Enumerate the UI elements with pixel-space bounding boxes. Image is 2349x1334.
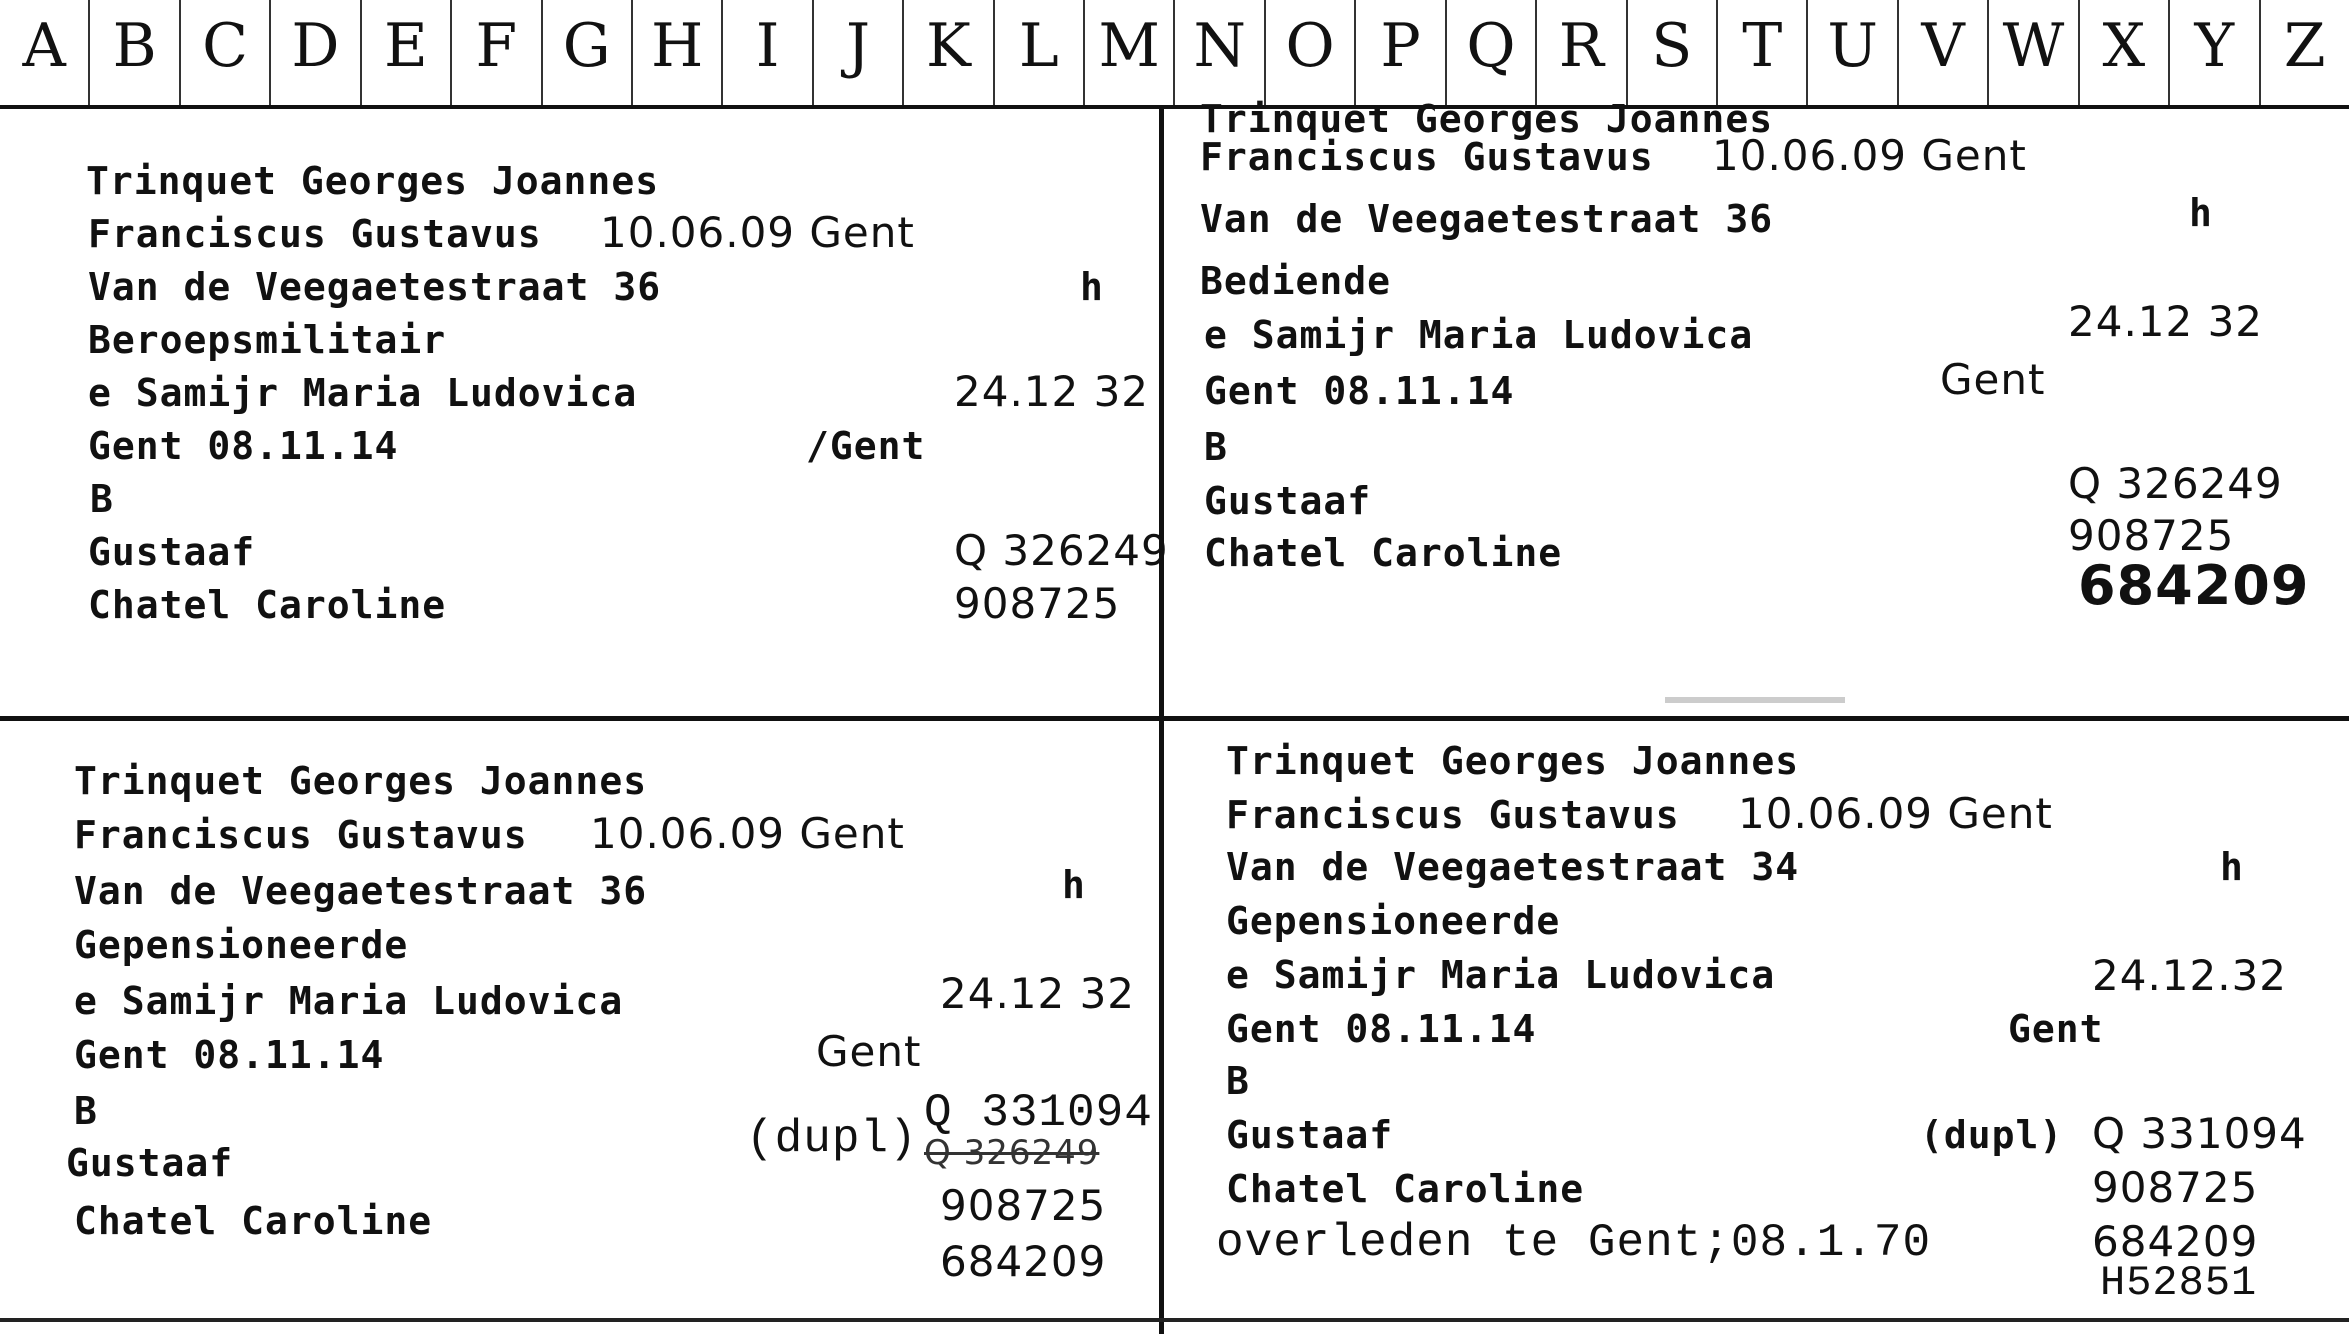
card-mother: Chatel Caroline [88, 583, 447, 627]
alphabet-letter: R [1537, 0, 1627, 105]
alphabet-letter: P [1356, 0, 1446, 105]
card-marriage-date: 24.12 32 [940, 969, 1136, 1018]
card-h-mark: h [2220, 845, 2244, 889]
card-h-mark: h [2189, 191, 2213, 235]
card-birth: 10.06.09 Gent [1738, 789, 2053, 838]
card-marriage-place: Gent [2008, 1007, 2104, 1051]
card-address: Van de Veegaetestraat 36 [1200, 197, 1774, 241]
card-address: Van de Veegaetestraat 36 [88, 265, 662, 309]
card-marriage-place: Gent [816, 1027, 922, 1076]
record-card-top-right [1164, 97, 2349, 716]
alphabet-index-strip [0, 0, 2349, 109]
card-address: Van de Veegaetestraat 34 [1226, 845, 1800, 889]
card-given-names: Franciscus Gustavus [1200, 135, 1654, 179]
card-marriage-date: 24.12 32 [954, 367, 1150, 416]
card-dupl-mark: (dupl) [746, 1113, 918, 1165]
card-code: B [1226, 1059, 1250, 1103]
card-code: B [74, 1089, 98, 1133]
alphabet-letter: E [362, 0, 452, 105]
card-code: B [1204, 425, 1228, 469]
card-birth: 10.06.09 Gent [600, 208, 915, 257]
record-card-bottom-left [0, 721, 1159, 1318]
card-given-names: Franciscus Gustavus [74, 813, 528, 857]
card-number-2: 908725 [940, 1181, 1107, 1230]
card-number-1: Q 326249 [954, 526, 1169, 575]
alphabet-letter: B [90, 0, 180, 105]
card-number-2: 908725 [2068, 511, 2235, 560]
card-code: B [90, 477, 114, 521]
card-father: Gustaaf [88, 530, 256, 574]
card-number-4: H52851 [2100, 1259, 2258, 1307]
alphabet-letter: X [2080, 0, 2170, 105]
card-number-3: 684209 [2092, 1217, 2259, 1266]
card-father: Gustaaf [1226, 1113, 1394, 1157]
alphabet-letter: D [271, 0, 361, 105]
card-mother: Chatel Caroline [74, 1199, 433, 1243]
card-occupation: Gepensioneerde [74, 923, 409, 967]
card-occupation: Bediende [1200, 259, 1392, 303]
alphabet-letter: I [723, 0, 813, 105]
card-number-1: Q 326249 [2068, 459, 2283, 508]
alphabet-letter: Z [2283, 11, 2326, 81]
card-given-names: Franciscus Gustavus [88, 212, 542, 256]
card-marriage-place: /Gent [806, 424, 926, 468]
card-spouse: e Samijr Maria Ludovica [1204, 313, 1754, 357]
card-h-mark: h [1080, 265, 1104, 309]
alphabet-letter: C [181, 0, 271, 105]
card-name: Trinquet Georges Joannes [1226, 739, 1800, 783]
card-marriage-date: 24.12.32 [2092, 951, 2288, 1000]
card-number-3: 684209 [940, 1237, 1107, 1286]
alphabet-letter: N [1175, 0, 1265, 105]
card-spouse: e Samijr Maria Ludovica [74, 979, 624, 1023]
card-birth: 10.06.09 Gent [590, 809, 905, 858]
card-birth: 10.06.09 Gent [1712, 131, 2027, 180]
card-spouse-birth: Gent 08.11.14 [88, 424, 399, 468]
card-number-3: 684209 [2078, 554, 2310, 617]
alphabet-letter: A [0, 0, 90, 105]
card-spouse: e Samijr Maria Ludovica [1226, 953, 1776, 997]
card-number-1-old: Q 326249 [924, 1133, 1100, 1173]
card-h-mark: h [1062, 863, 1086, 907]
card-death-note: overleden te Gent;08.1.70 [1216, 1217, 1932, 1269]
card-marriage-date: 24.12 32 [2068, 297, 2264, 346]
alphabet-letter: W [1989, 0, 2079, 105]
card-name: Trinquet Georges Joannes [74, 759, 648, 803]
card-number-2: 908725 [954, 579, 1121, 628]
alphabet-letter: L [995, 0, 1085, 105]
bottom-divider [0, 1318, 2349, 1322]
alphabet-letter: K [904, 0, 994, 105]
record-card-bottom-right [1164, 721, 2349, 1318]
card-spouse-birth: Gent 08.11.14 [1226, 1007, 1537, 1051]
card-occupation: Beroepsmilitair [88, 318, 447, 362]
alphabet-letter: T [1718, 0, 1808, 105]
alphabet-letter: O [1266, 0, 1356, 105]
alphabet-letter: F [452, 0, 542, 105]
card-spouse-birth: Gent 08.11.14 [74, 1033, 385, 1077]
alphabet-letter: J [814, 0, 904, 105]
card-address: Van de Veegaetestraat 36 [74, 869, 648, 913]
alphabet-letter: Y [2170, 0, 2260, 105]
alphabet-letter: G [543, 0, 633, 105]
alphabet-letter: S [1628, 0, 1718, 105]
alphabet-letter: Q [1447, 0, 1537, 105]
card-number-1: Q 331094 [2092, 1109, 2307, 1158]
card-given-names: Franciscus Gustavus [1226, 793, 1680, 837]
card-spouse: e Samijr Maria Ludovica [88, 371, 638, 415]
alphabet-letter: U [1808, 0, 1898, 105]
card-father: Gustaaf [66, 1141, 234, 1185]
card-mother: Chatel Caroline [1226, 1167, 1585, 1211]
record-card-top-left [0, 105, 1169, 716]
card-occupation: Gepensioneerde [1226, 899, 1561, 943]
alphabet-letter: M [1085, 0, 1175, 105]
card-mother: Chatel Caroline [1204, 531, 1563, 575]
card-marriage-place: Gent [1940, 355, 2046, 404]
card-dupl-mark: (dupl) [1920, 1113, 2064, 1157]
card-name: Trinquet Georges Joannes [1200, 97, 1774, 141]
card-number-2: 908725 [2092, 1163, 2259, 1212]
alphabet-letter: H [633, 0, 723, 105]
card-number-1: Q 331094 [924, 1087, 1153, 1139]
card-spouse-birth: Gent 08.11.14 [1204, 369, 1515, 413]
card-name: Trinquet Georges Joannes [86, 159, 660, 203]
alphabet-letter: V [1899, 0, 1989, 105]
card-father: Gustaaf [1204, 479, 1372, 523]
